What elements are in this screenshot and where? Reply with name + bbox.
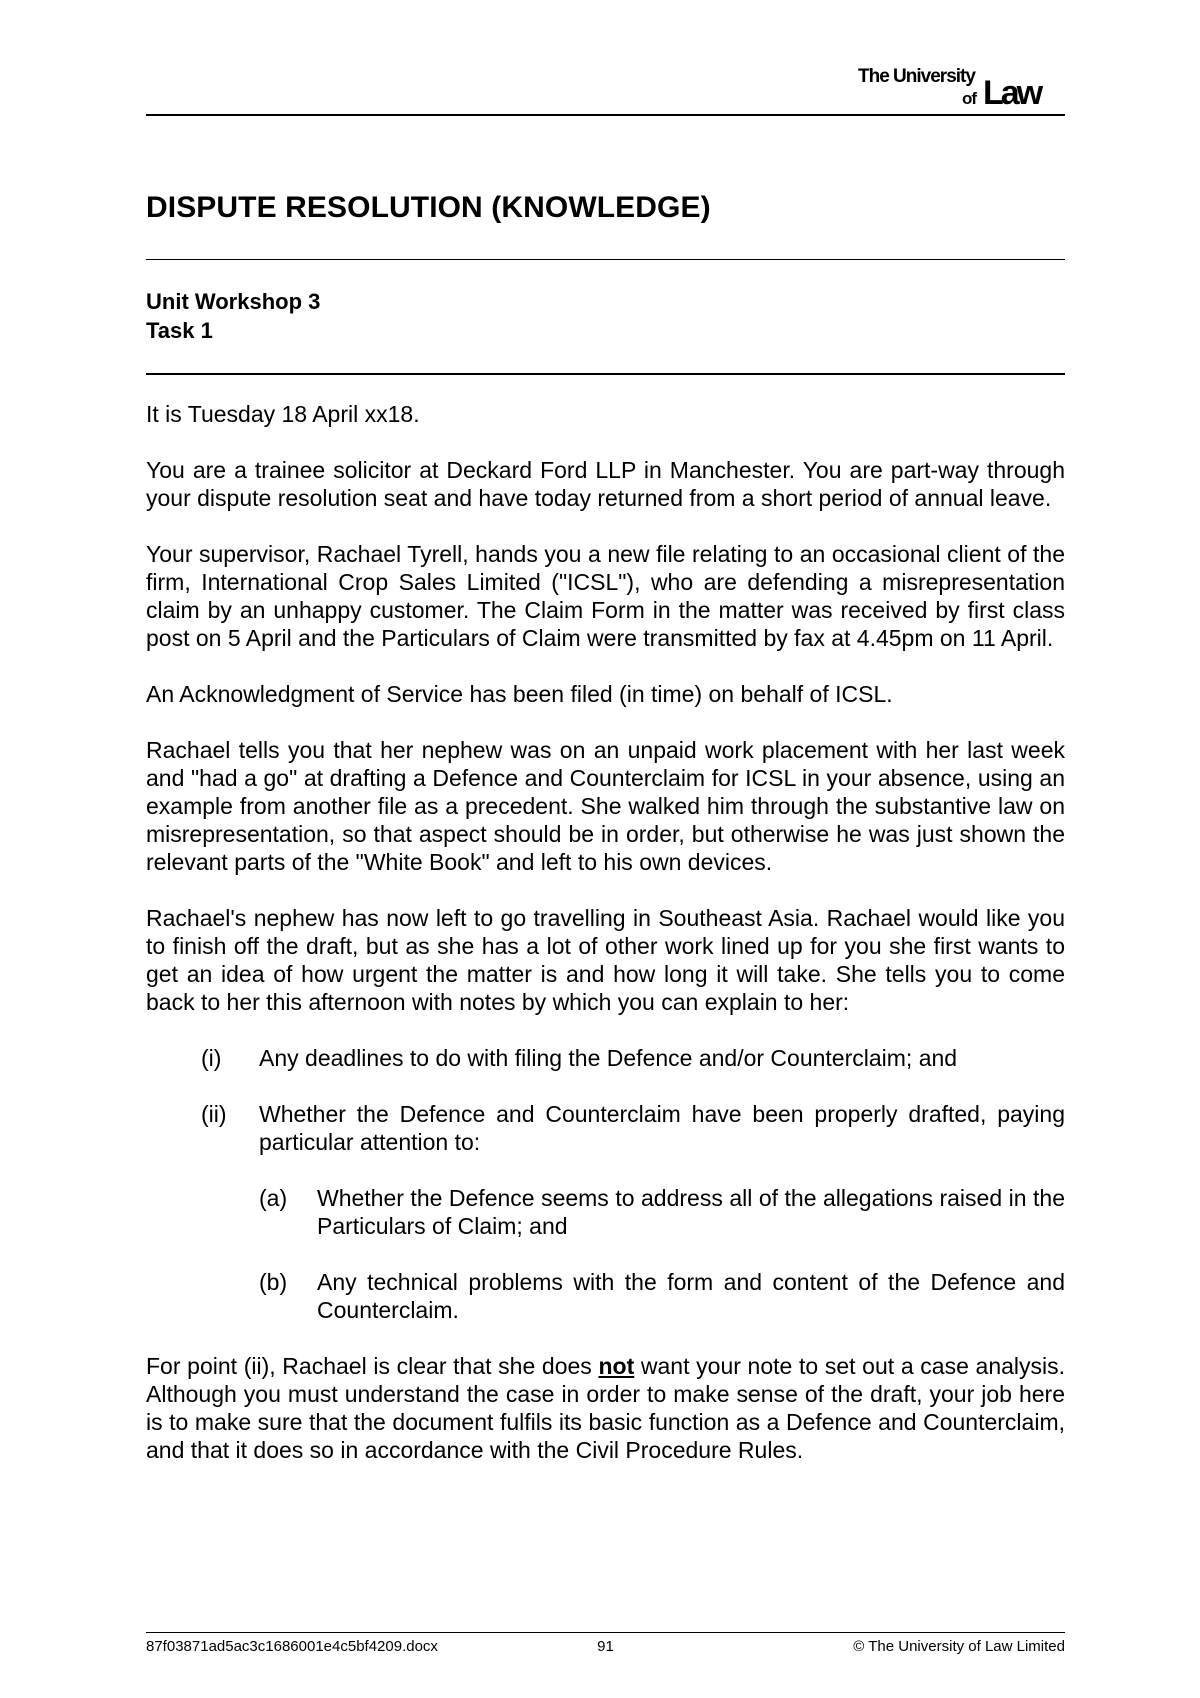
sub-list-item [146, 1184, 1065, 1240]
unit-workshop-label: Unit Workshop 3 [146, 289, 321, 314]
list-item-label: (ii) [201, 1101, 227, 1127]
footer-rule [146, 1632, 1065, 1633]
p7-after: want your note to set out a case analysis. Although you must understand the case in order to make sense of the draft, your job here is to make sure that the document fulfils its basic function as a Defence and Counterclaim, and that it does so in accordance with the Civil Procedure Rules. [146, 1353, 1066, 1463]
page-footer [146, 1636, 1065, 1658]
paragraph-case-analysis [146, 1352, 1065, 1464]
list-item [146, 1100, 1065, 1156]
sub-list-item-text: Any technical problems with the form and content of the Defence and Counterclaim. [317, 1269, 1065, 1323]
university-of-law-logo [858, 60, 1064, 110]
document-title: DISPUTE RESOLUTION (KNOWLEDGE) [146, 191, 711, 224]
logo-line1: The University [858, 66, 975, 87]
workshop-heading [146, 287, 320, 345]
logo-law: Law [983, 74, 1041, 110]
subhead-rule [146, 373, 1065, 375]
paragraph-intro: You are a trainee solicitor at Deckard Ford LLP in Manchester. You are part-way through your dispute resolution seat and have today returned from a short period of annual leave. [146, 457, 1065, 511]
footer-copyright: © The University of Law Limited [853, 1638, 1065, 1655]
sub-list-item-text: Whether the Defence seems to address all of the allegations raised in the Particulars of Claim; and [317, 1185, 1065, 1239]
emphasis-not: not [598, 1353, 635, 1379]
task-label: Task 1 [146, 318, 213, 343]
header-rule [146, 114, 1065, 116]
sub-list-item-label: (a) [259, 1185, 288, 1211]
sub-list-item [146, 1268, 1065, 1324]
p7-before: For point (ii), Rachael is clear that she does [146, 1353, 599, 1379]
paragraph-instructions: Rachael's nephew has now left to go travelling in Southeast Asia. Rachael would like you to finish off the draft, but as she has a lot of other work lined up for you she first wants to get an idea of how urgent the matter is and how long it will take. She tells you to come back to her this afternoon with notes by which you can explain to her: [146, 905, 1065, 1015]
list-item-label: (i) [201, 1045, 222, 1071]
list-item-text: Whether the Defence and Counterclaim have been properly drafted, paying particular attention to: [259, 1101, 1065, 1155]
footer-filename: 87f03871ad5ac3c1686001e4c5bf4209.docx [146, 1638, 438, 1655]
paragraph-supervisor: Your supervisor, Rachael Tyrell, hands you a new file relating to an occasional client of the firm, International Crop Sales Limited ("ICSL"), who are defending a misrepresentation claim by an unhappy customer. The Claim Form in the matter was received by first class post on 5 April and the Particulars of Claim were transmitted by fax at 4.45pm on 11 April. [146, 541, 1065, 651]
list-item-text: Any deadlines to do with filing the Defence and/or Counterclaim; and [259, 1045, 958, 1071]
paragraph-acknowledgment: An Acknowledgment of Service has been filed (in time) on behalf of ICSL. [146, 681, 893, 707]
document-body [146, 400, 1065, 1492]
logo-of: of [962, 89, 977, 108]
paragraph-date: It is Tuesday 18 April xx18. [146, 401, 420, 427]
title-rule [146, 259, 1065, 260]
paragraph-nephew: Rachael tells you that her nephew was on an unpaid work placement with her last week and "had a go" at drafting a Defence and Counterclaim for ICSL in your absence, using an example from another file as a precedent. She walked him through the substantive law on misrepresentation, so that aspect should be in order, but otherwise he was just shown the relevant parts of the "White Book" and left to his own devices. [146, 737, 1065, 875]
list-item [146, 1044, 1065, 1072]
sub-list-item-label: (b) [259, 1269, 288, 1295]
footer-page-number: 91 [597, 1638, 614, 1655]
